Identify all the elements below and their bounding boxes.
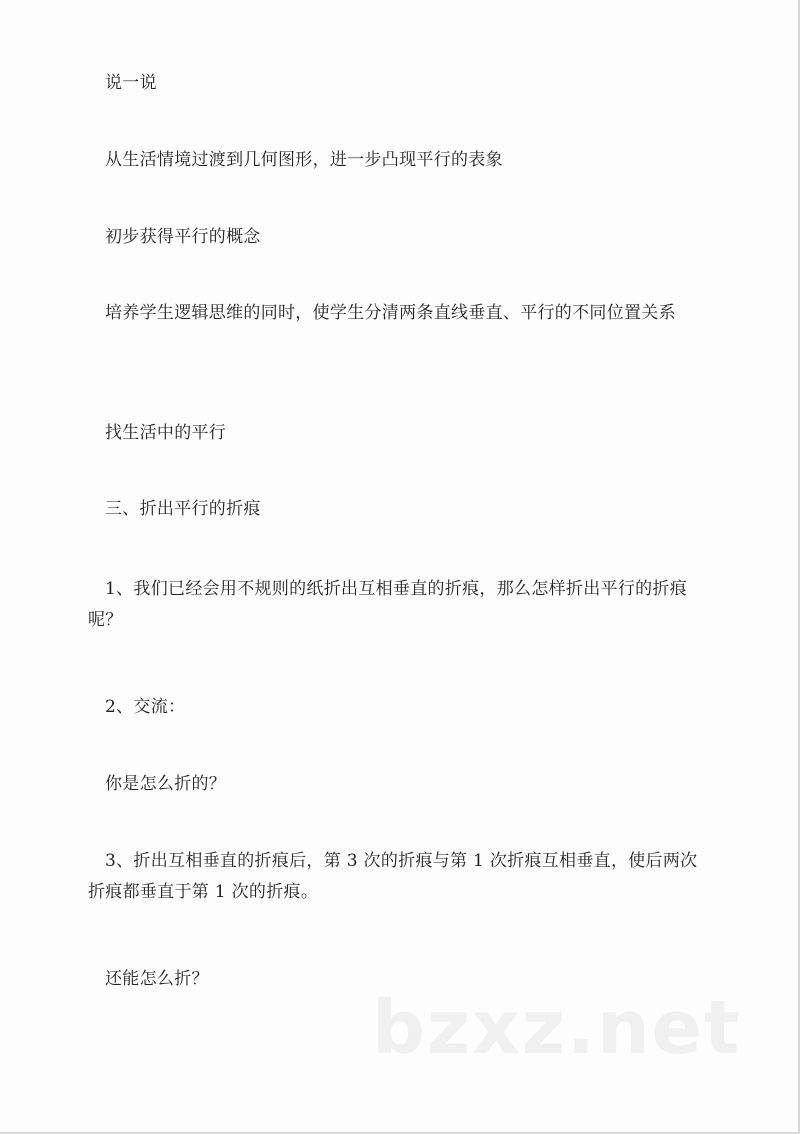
paragraph-find-parallel: 找生活中的平行	[105, 423, 227, 443]
watermark-logo: bzxz.net	[372, 985, 742, 1071]
paragraph-step-3: 3、折出互相垂直的折痕后，第 3 次的折痕与第 1 次折痕互相垂直，使后两次折痕都垂直于第 1 次的折痕。	[88, 851, 698, 902]
paragraph-step-1: 1、我们已经会用不规则的纸折出互相垂直的折痕，那么怎样折出平行的折痕呢？	[88, 579, 688, 630]
paragraph-other-way: 还能怎么折？	[105, 969, 209, 989]
section-heading-fold: 三、折出平行的折痕	[105, 499, 261, 519]
paragraph-step-2: 2、交流：	[105, 697, 186, 717]
paragraph-concept: 初步获得平行的概念	[105, 227, 261, 247]
paragraph-logic: 培养学生逻辑思维的同时，使学生分清两条直线垂直、平行的不同位置关系	[105, 303, 676, 323]
paragraph-question: 你是怎么折的？	[105, 774, 227, 794]
paragraph-transition: 从生活情境过渡到几何图形，进一步凸现平行的表象	[105, 150, 503, 170]
paragraph-say: 说一说	[105, 73, 157, 93]
